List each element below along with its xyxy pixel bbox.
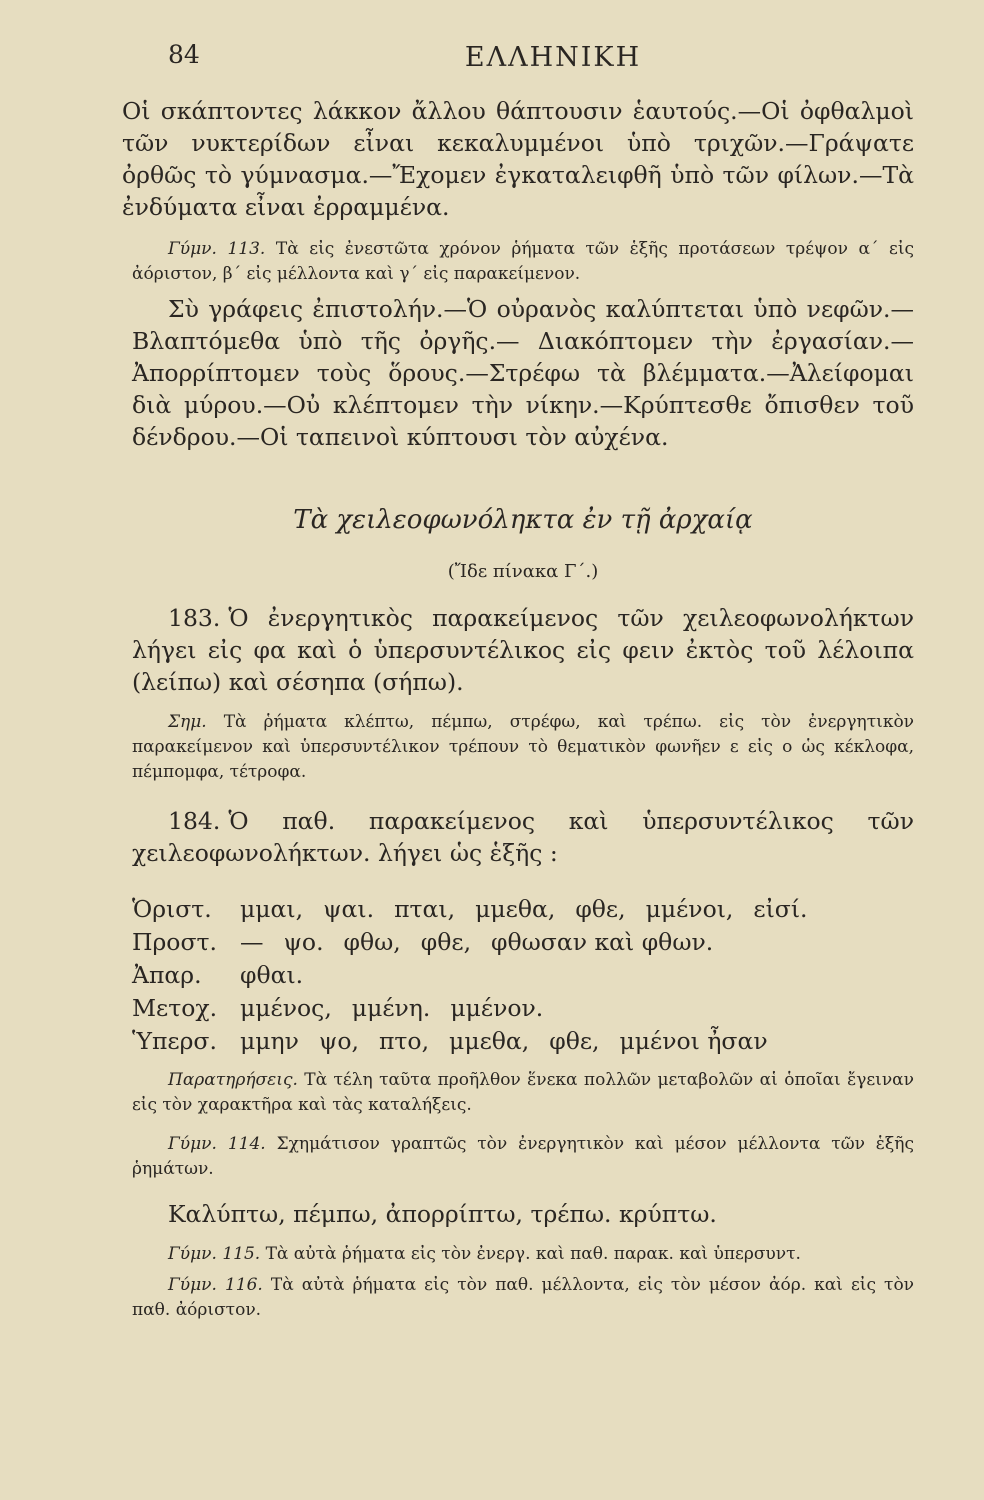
exercise-113-instruction <box>132 237 914 287</box>
table-row <box>132 992 914 1025</box>
ending-cell: φθε, <box>420 928 472 956</box>
note-183-label: Σημ. <box>168 712 207 732</box>
rule-184-number: 184. <box>168 807 221 835</box>
ending-cell: μμένοι ἦσαν <box>619 1027 768 1055</box>
exercise-114-label: Γύμν. 114. <box>168 1134 266 1154</box>
exercise-116 <box>132 1273 914 1323</box>
row-label: Μετοχ. <box>132 994 218 1022</box>
ending-cell: μμεθα, <box>475 895 556 923</box>
exercise-115 <box>132 1242 914 1267</box>
exercise-113-text: Σὺ γράφεις ἐπιστολήν.—Ὁ οὐρανὸς καλύπτεται ὑπὸ νεφῶν.—Βλαπτόμεθα ὑπὸ τῆς ὀργῆς.— Διακόπτομεν τὴν ἐργασίαν.—Ἀπορρίπτομεν τοὺς ὅρους.—Στρέφω τὰ βλέμματα.—Ἀλείφομαι διὰ μύρου.—Οὐ κλέπτομεν τὴν νίκην.—Κρύπτεσθε ὄπισθεν τοῦ δένδρου.—Οἱ ταπεινοὶ κύπτουσι τὸν αὐχένα. <box>132 295 914 451</box>
exercise-115-label: Γύμν. 115. <box>168 1244 261 1264</box>
ending-cell: μμένος, <box>240 994 332 1022</box>
observations <box>132 1068 914 1118</box>
observations-text: Τὰ τέλη ταῦτα προῆλθον ἕνεκα πολλῶν μεταβολῶν αἱ ὁποῖαι ἔγειναν εἰς τὸν χαρακτῆρα καὶ τὰς καταλήξεις. <box>132 1070 914 1115</box>
rule-184-text: Ὁ παθ. παρακείμενος καὶ ὑπερσυντέλικος τῶν χειλεοφωνολήκτων. λήγει ὡς ἑξῆς : <box>132 807 914 867</box>
ending-cell: μμαι, <box>240 895 304 923</box>
ending-cell: μμένη. <box>351 994 431 1022</box>
ending-cell: φθω, <box>343 928 401 956</box>
section-subtitle: (Ἴδε πίνακα Γ´.) <box>447 561 599 582</box>
exercise-114 <box>132 1132 914 1182</box>
ending-cell: μμένοι, <box>645 895 734 923</box>
ending-cell: φθαι. <box>240 961 304 989</box>
ending-cell: μμεθα, <box>449 1027 530 1055</box>
table-row <box>132 959 914 992</box>
exercise-116-text: Τὰ αὐτὰ ῥήματα εἰς τὸν παθ. μέλλοντα, εἰς τὸν μέσον ἀόρ. καὶ εἰς τὸν παθ. ἀόριστον. <box>132 1275 915 1320</box>
section-title: Τὰ χειλεοφωνόληκτα ἐν τῇ ἀρχαίᾳ <box>293 505 753 535</box>
ending-cell: ψαι. <box>323 895 375 923</box>
ending-cell: ψο. <box>283 928 324 956</box>
exercise-115-text: Τὰ αὐτὰ ῥήματα εἰς τὸν ἐνεργ. καὶ παθ. παρακ. καὶ ὑπερσυντ. <box>265 1244 801 1264</box>
ending-cell: φθε, <box>549 1027 600 1055</box>
intro-paragraph: Οἱ σκάπτοντες λάκκον ἄλλου θάπτουσιν ἑαυτούς.—Οἱ ὀφθαλμοὶ τῶν νυκτερίδων εἶναι κεκαλυμμένοι ὑπὸ τριχῶν.—Γράψατε ὀρθῶς τὸ γύμνασμα.—Ἔχομεν ἐγκαταλειφθῆ ὑπὸ τῶν φίλων.—Τὰ ἐνδύματα εἶναι ἐρραμμένα. <box>122 97 914 221</box>
ending-cell: φθωσαν καὶ φθων. <box>491 928 714 956</box>
ending-cell: εἰσί. <box>753 895 808 923</box>
ending-cell: ψο, <box>318 1027 359 1055</box>
observations-label: Παρατηρήσεις. <box>168 1070 298 1090</box>
page-header <box>132 0 914 95</box>
ending-cell: φθε, <box>575 895 626 923</box>
table-row <box>132 893 914 926</box>
exercise-114-verbs: Καλύπτω, πέμπω, ἀπορρίπτω, τρέπω. κρύπτω. <box>168 1200 717 1228</box>
note-183 <box>132 710 914 785</box>
exercise-113-instruction-text: Τὰ εἰς ἐνεστῶτα χρόνον ῥήματα τῶν ἑξῆς προτάσεων τρέψον α´ εἰς ἀόριστον, β´ εἰς μέλλοντα καὶ γ´ εἰς παρακείμενον. <box>132 239 915 284</box>
row-label: Προστ. <box>132 928 217 956</box>
table-row <box>132 1025 914 1058</box>
rule-183-text: Ὁ ἐνεργητικὸς παρακείμενος τῶν χειλεοφωνολήκτων λήγει εἰς φα καὶ ὁ ὑπερσυντέλικος εἰς φειν ἐκτὸς τοῦ λέλοιπα (λείπω) καὶ σέσηπα (σήπω). <box>132 604 914 696</box>
ending-cell: πται, <box>394 895 456 923</box>
exercise-116-label: Γύμν. 116. <box>168 1275 263 1295</box>
exercise-114-text: Σχημάτισον γραπτῶς τὸν ἐνεργητικὸν καὶ μέσον μέλλοντα τῶν ἑξῆς ῥημάτων. <box>132 1134 915 1179</box>
ending-cell: μμένον. <box>450 994 544 1022</box>
running-title: ΕΛΛΗΝΙΚΗ <box>464 42 642 73</box>
table-row <box>132 926 914 959</box>
row-label: Ὑπερσ. <box>132 1027 217 1055</box>
rule-183 <box>132 602 914 698</box>
ending-cell: πτο, <box>378 1027 430 1055</box>
row-label: Ἀπαρ. <box>132 961 202 989</box>
ending-cell: μμην <box>240 1027 299 1055</box>
endings-table <box>132 893 914 1058</box>
ending-cell: — <box>240 928 264 956</box>
page-number: 84 <box>168 40 200 69</box>
note-183-text: Τὰ ῥήματα κλέπτω, πέμπω, στρέφω, καὶ τρέπω. εἰς τὸν ἐνεργητικὸν παρακείμενον καὶ ὑπερσυντέλικον τρέπουν τὸ θεματικὸν φωνῆεν ε εἰς ο ὡς κέκλοφα, πέμπομφα, τέτροφα. <box>132 712 915 782</box>
exercise-113-label: Γύμν. 113. <box>168 239 266 259</box>
row-label: Ὁριστ. <box>132 895 212 923</box>
rule-183-number: 183. <box>168 604 221 632</box>
rule-184 <box>132 805 914 869</box>
